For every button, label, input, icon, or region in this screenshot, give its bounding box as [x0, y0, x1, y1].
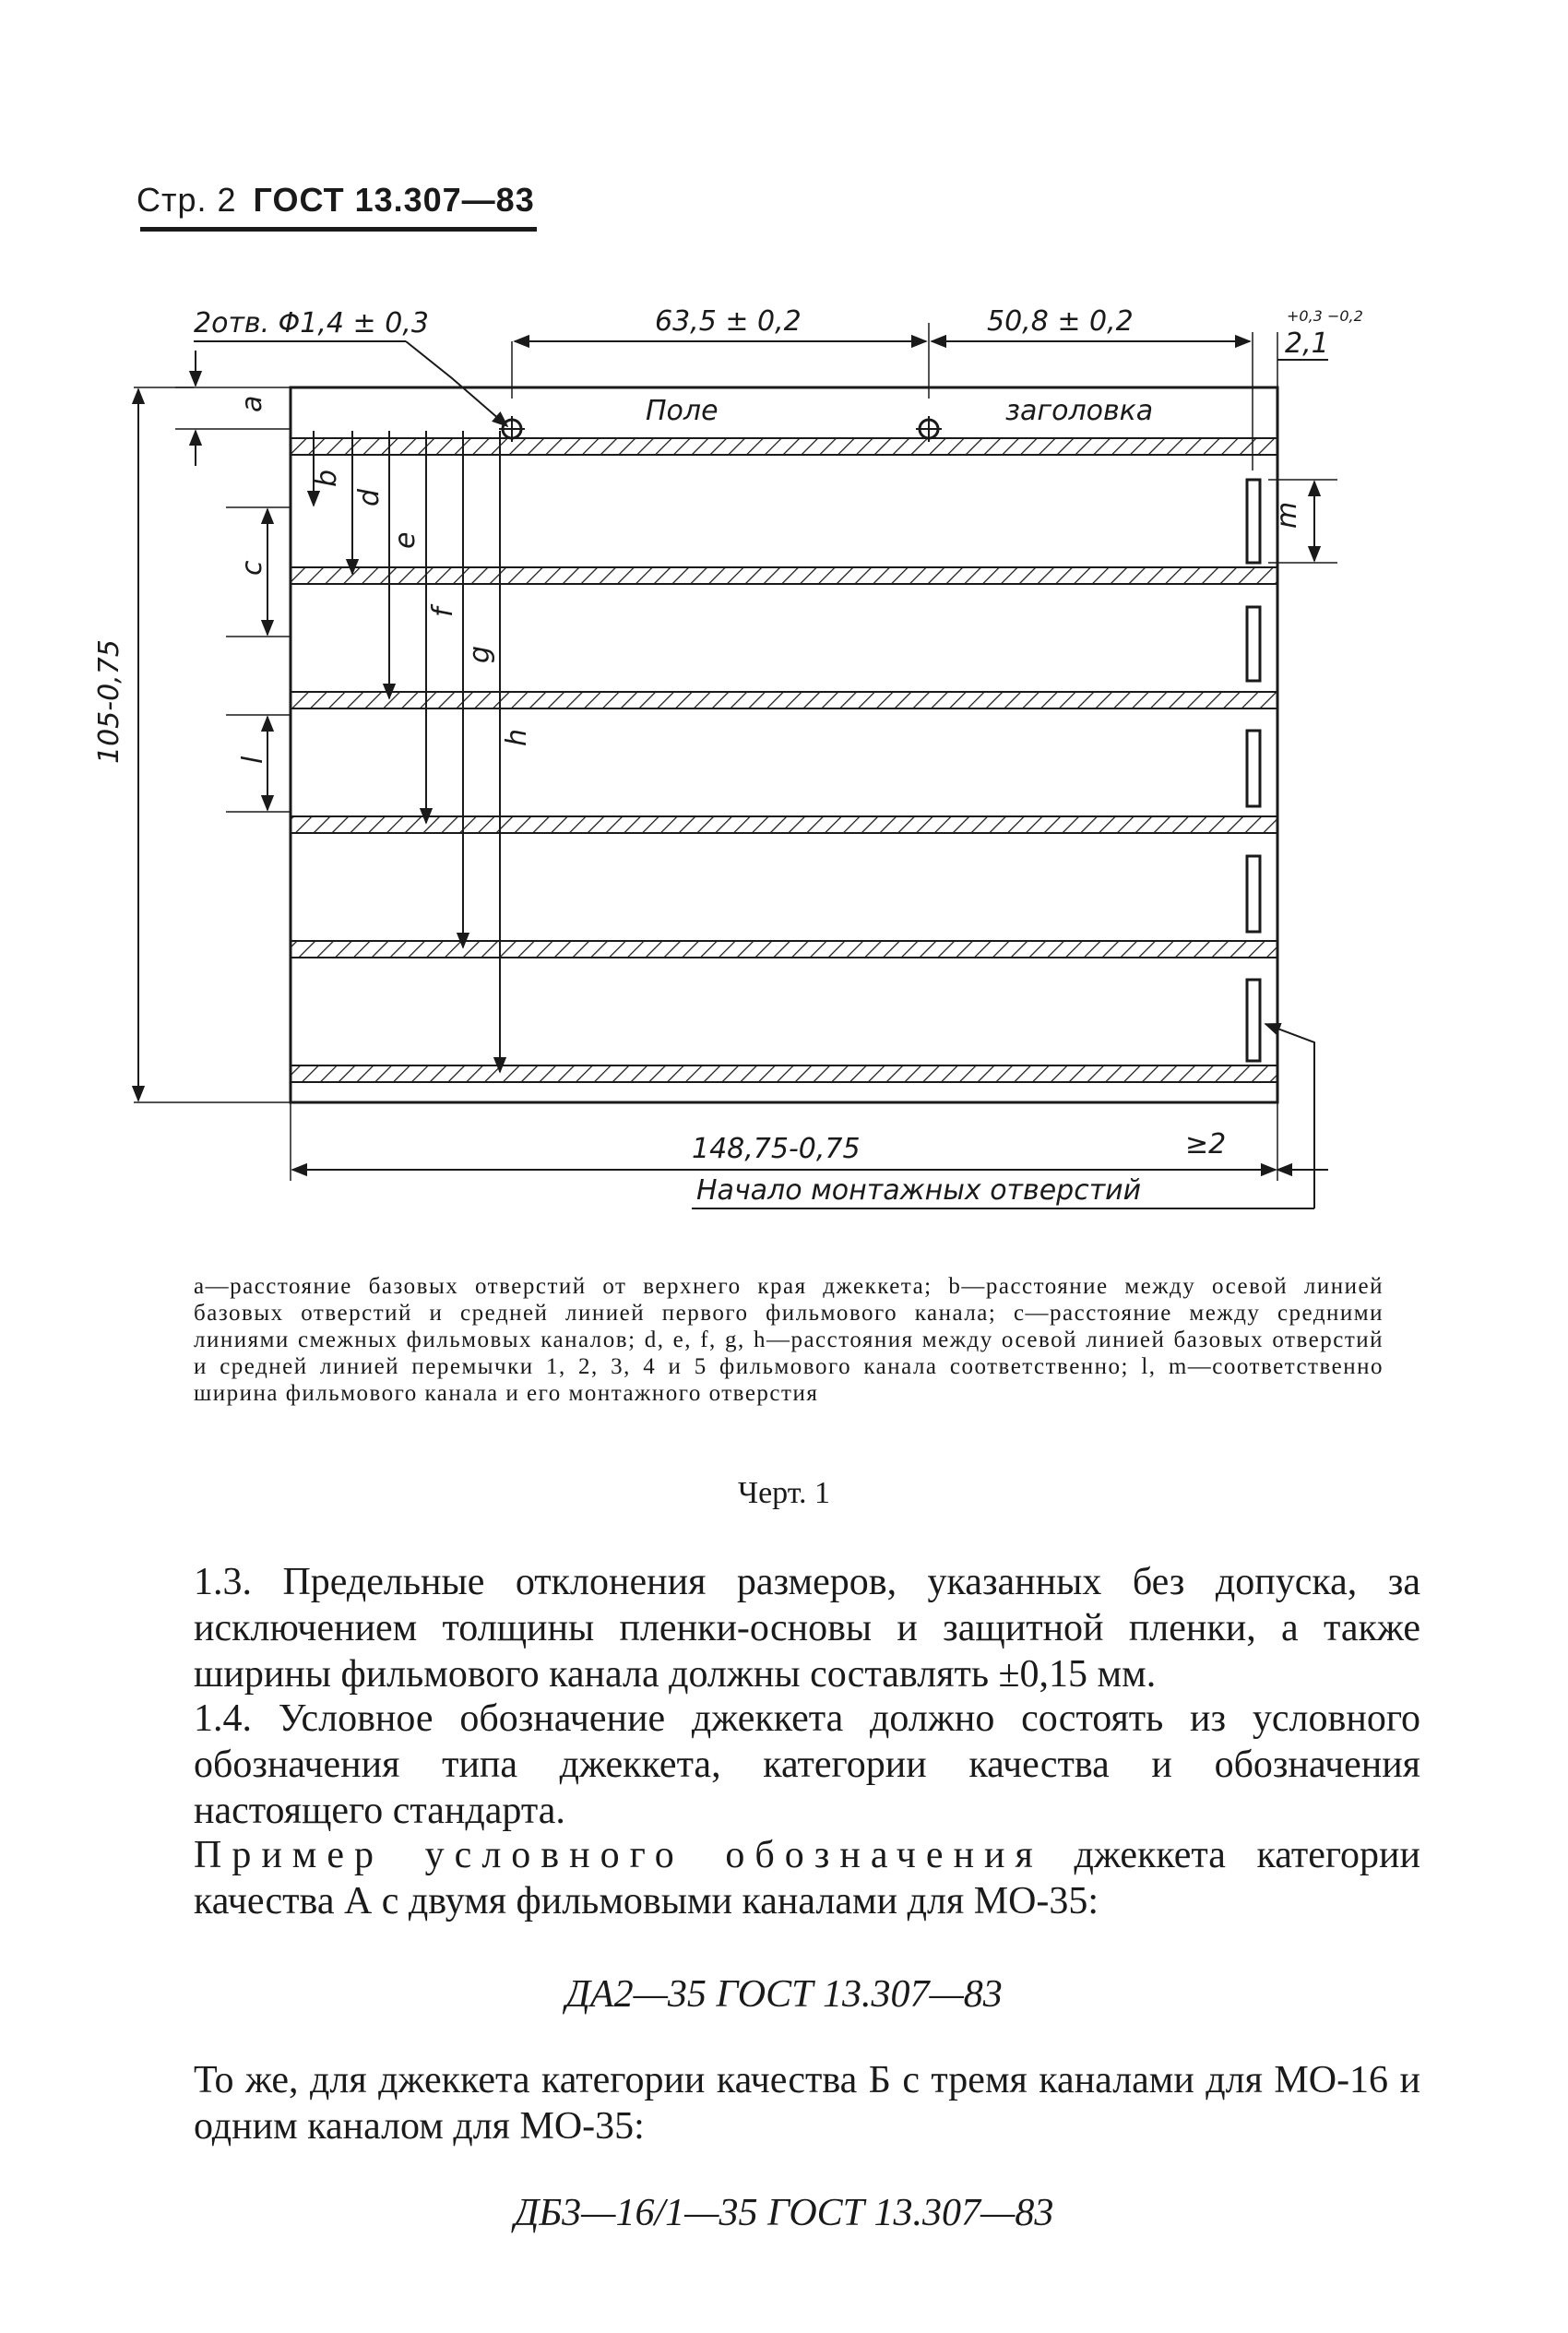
example-paragraph — [194, 1832, 1420, 1924]
letter-c: c — [236, 560, 268, 576]
holes-label: 2отв. Φ1,4 ± 0,3 — [194, 307, 429, 339]
divider-strip-2 — [291, 567, 1277, 584]
designation-2: ДБ3—16/1—35 ГОСТ 13.307—83 — [514, 2192, 1054, 2234]
gap-label: ≥2 — [1185, 1128, 1227, 1161]
dim-50-label: 50,8 ± 0,2 — [987, 305, 1134, 338]
mount-slot-2 — [1247, 607, 1260, 681]
jacket-drawing — [93, 295, 1363, 1245]
example-lead: Пример условного обозначения — [194, 1834, 1043, 1876]
page-header — [137, 181, 535, 220]
designation-1: ДА2—35 ГОСТ 13.307—83 — [565, 1973, 1003, 2016]
letter-h: h — [501, 728, 533, 746]
letter-f: f — [427, 607, 459, 617]
page-number: Стр. 2 — [137, 181, 237, 219]
standard-number: ГОСТ 13.307—83 — [253, 181, 535, 219]
letter-d: d — [353, 488, 386, 506]
field-word-1: Поле — [646, 395, 719, 427]
width-label: 148,75-0,75 — [692, 1133, 861, 1165]
divider-strip-3 — [291, 692, 1277, 708]
dim-right-label: 2,1 — [1285, 327, 1329, 360]
hole-leader — [406, 341, 507, 426]
header-underline — [140, 227, 537, 232]
letter-l: l — [237, 756, 269, 764]
mount-leader — [1265, 1024, 1314, 1208]
mount-slot-5 — [1247, 980, 1260, 1061]
letter-a: a — [236, 395, 268, 412]
divider-strip-6 — [291, 1065, 1277, 1082]
paragraph-same — [194, 2057, 1420, 2149]
paragraph-1-3-text: 1.3. Предельные отклонения размеров, указанных без допуска, за исключением толщины пленки-основы и защитной пленки, а также ширины фильмового канала должны составлять ±0,15 мм. — [194, 1561, 1420, 1696]
paragraph-1-4 — [194, 1696, 1420, 1834]
dim-63-label: 63,5 ± 0,2 — [655, 305, 802, 338]
example-rest: джеккета категории качества А с двумя фильмовыми каналами для МО-35: — [194, 1834, 1420, 1922]
divider-strip-4 — [291, 816, 1277, 833]
divider-strip-5 — [291, 941, 1277, 958]
jacket-outline — [291, 387, 1277, 1102]
letter-g: g — [464, 645, 496, 663]
mount-slot-3 — [1247, 731, 1260, 806]
letter-e: e — [389, 531, 422, 549]
paragraph-same-text: То же, для джеккета категории качества Б с тремя каналами для МО-16 и одним каналом для МО-35: — [194, 2059, 1420, 2148]
paragraph-1-4-text: 1.4. Условное обозначение джеккета должно состоять из условного обозначения типа джеккета, категории качества и обозначения настоящего стандарта. — [194, 1697, 1420, 1832]
figure-legend: a—расстояние базовых отверстий от верхнего края джеккета; b—расстояние между осевой линией базовых отверстий и средней линией первого фильмового канала; c—расстояние между средними линиями смежных фильмовых каналов; d, e, f, g, h—расстояния между осевой линией базовых отверстий и средней линией перемычки 1, 2, 3, 4 и 5 фильмового канала соответственно; l, m—соответственно ширина фильмового канала и его монтажного отверстия — [194, 1274, 1384, 1406]
mount-label: Начало монтажных отверстий — [696, 1174, 1142, 1207]
field-word-2: заголовка — [1005, 395, 1154, 427]
paragraph-1-3 — [194, 1559, 1420, 1697]
mount-slot-4 — [1247, 856, 1260, 932]
letter-b: b — [311, 469, 343, 487]
letter-m: m — [1271, 501, 1303, 529]
mount-slot-1 — [1247, 480, 1260, 563]
divider-strip-1 — [291, 438, 1277, 455]
dim-right-tolerance: +0,3 −0,2 — [1287, 307, 1363, 325]
figure-caption: Черт. 1 — [737, 1476, 831, 1510]
height-label: 105-0,75 — [93, 639, 125, 764]
